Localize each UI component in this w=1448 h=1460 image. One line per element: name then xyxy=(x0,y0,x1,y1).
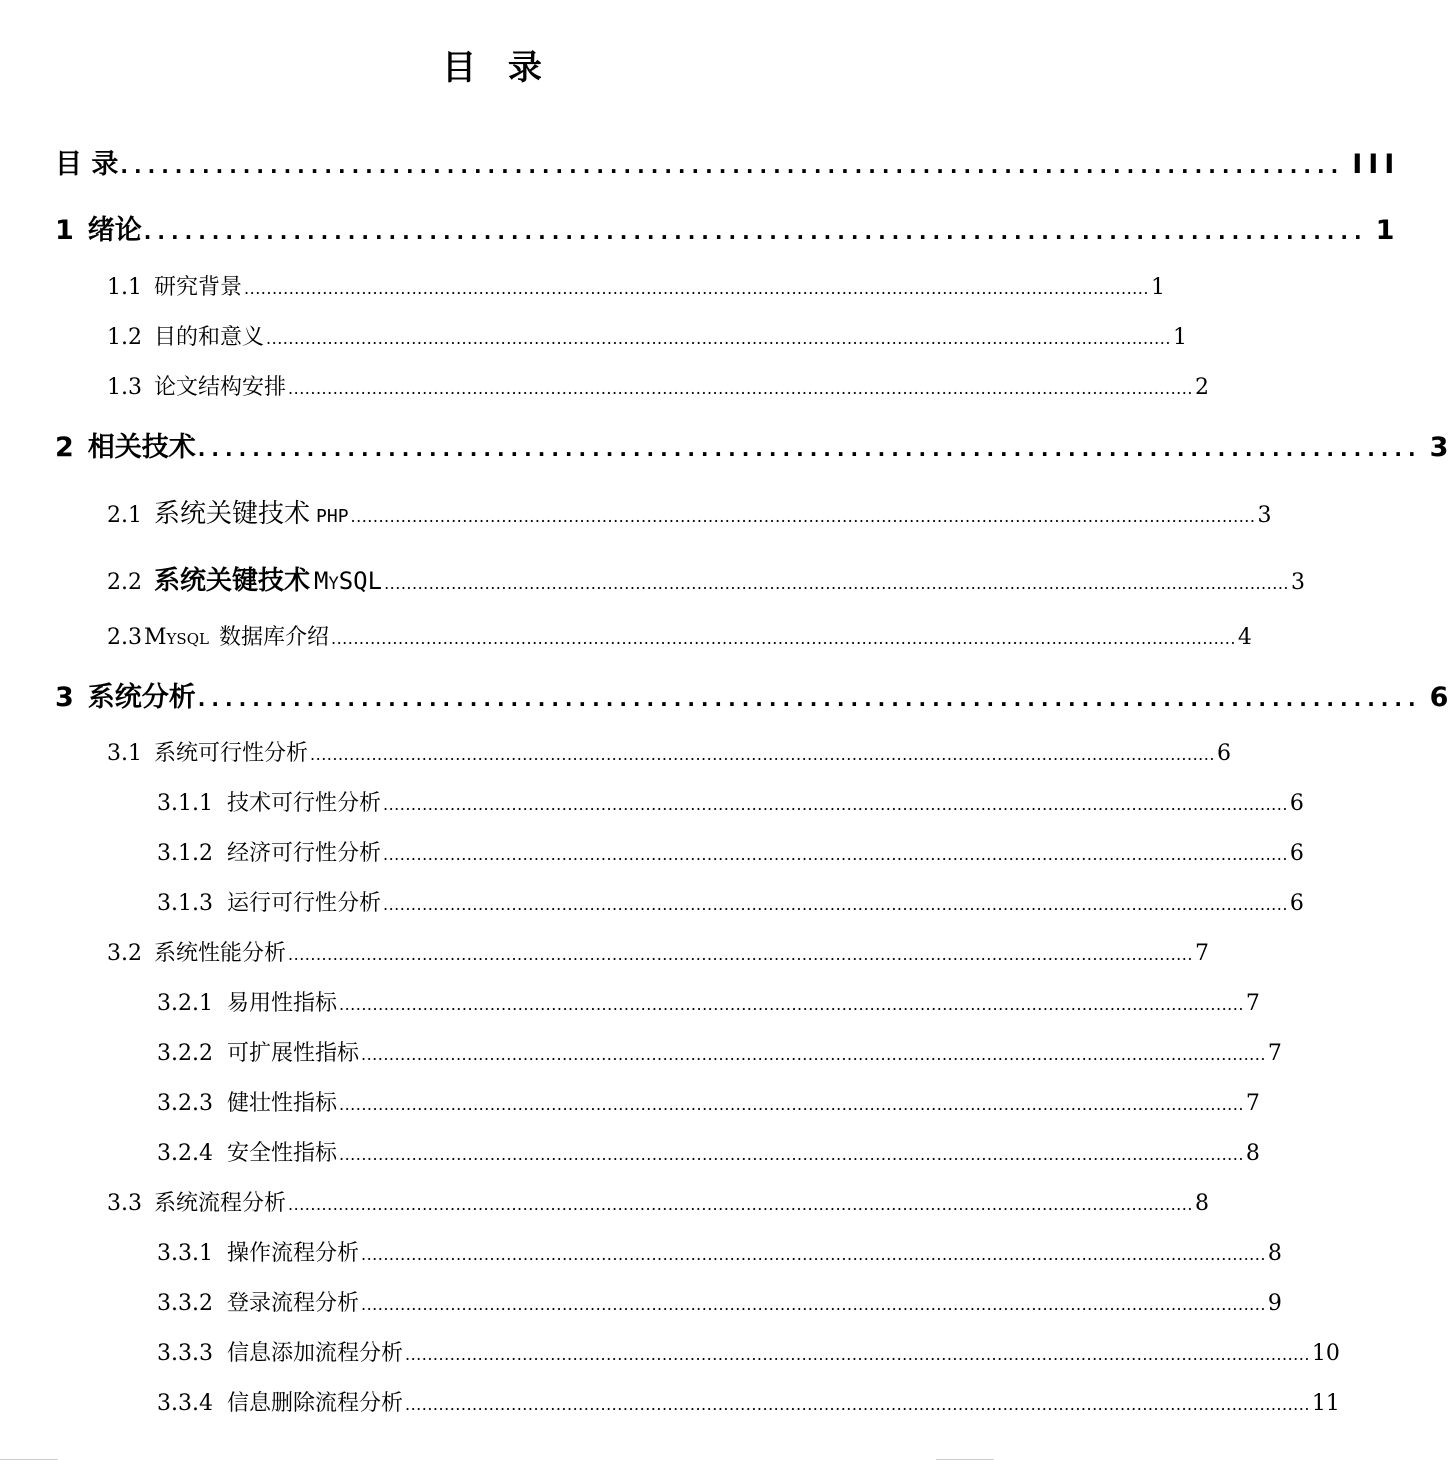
toc-entry-number: 3.3.1 xyxy=(157,1241,213,1266)
dot-leader: .......................................................................................... xyxy=(143,220,1368,244)
toc-entry-title: 系统可行性分析 xyxy=(154,741,309,766)
toc-entry-title: 运行可行性分析 xyxy=(226,891,381,916)
dot-leader: .......................................................................................... xyxy=(197,437,1422,461)
toc-entry-page: 6 xyxy=(1289,891,1304,916)
toc-entry-3-3-1[interactable] xyxy=(157,1236,1282,1267)
toc-entry-title: 研究背景 xyxy=(154,275,243,300)
toc-entry-1-3[interactable] xyxy=(107,370,1209,401)
toc-entry-page: 6 xyxy=(1429,682,1448,713)
toc-entry-number: 3.1.3 xyxy=(157,891,213,916)
toc-entry-title: 系统流程分析 xyxy=(154,1191,287,1216)
toc-entry-page: 10 xyxy=(1311,1341,1340,1366)
toc-entry-title: 经济可行性分析 xyxy=(226,841,381,866)
toc-entry-page: 1 xyxy=(1172,325,1187,350)
toc-entry-number: 1.3 xyxy=(107,375,142,400)
toc-entry-page: 6 xyxy=(1289,791,1304,816)
dot-leader: .................................................................................................................................................................. xyxy=(339,1095,1244,1114)
toc-entry-title: 可扩展性指标 xyxy=(226,1041,359,1066)
toc-entry-number: 3.2.4 xyxy=(157,1141,213,1166)
toc-entry-3-2-4[interactable] xyxy=(157,1136,1260,1167)
toc-entry-title: 信息添加流程分析 xyxy=(226,1341,403,1366)
toc-entry-page: 8 xyxy=(1194,1191,1209,1216)
toc-entry-page: 7 xyxy=(1267,1041,1282,1066)
toc-entry-3-2-2[interactable] xyxy=(157,1036,1282,1067)
dot-leader: .................................................................................................................................................................. xyxy=(361,1045,1266,1064)
toc-entry-page: 11 xyxy=(1311,1391,1340,1416)
toc-entry-title: 系统性能分析 xyxy=(154,941,287,966)
dot-leader: .................................................................................................................................................................. xyxy=(350,507,1256,526)
toc-entry-2-3[interactable] xyxy=(107,620,1252,651)
dot-leader: .................................................................................................................................................................. xyxy=(330,629,1236,648)
toc-entry-title: 系统分析 xyxy=(87,682,196,713)
dot-leader: .................................................................................................................................................................. xyxy=(383,845,1288,864)
page-title: 目 录 xyxy=(442,48,552,88)
toc-entry-chapter-3[interactable] xyxy=(55,675,1448,714)
toc-entry-title: 系统关键技术 xyxy=(154,499,311,529)
toc-entry-page: 1 xyxy=(1150,275,1165,300)
toc-entry-title: 目的和意义 xyxy=(154,325,265,350)
toc-entry-page: 1 xyxy=(1375,215,1395,246)
toc-entry-number: 1.2 xyxy=(107,325,142,350)
toc-entry-title: 登录流程分析 xyxy=(226,1291,359,1316)
toc-entry-3-3-3[interactable] xyxy=(157,1336,1340,1367)
toc-entry-title: 技术可行性分析 xyxy=(226,791,381,816)
toc-entry-chapter-1[interactable] xyxy=(55,208,1395,247)
toc-entry-2-1[interactable] xyxy=(107,493,1272,530)
dot-leader: .................................................................................................................................................................. xyxy=(266,329,1171,348)
toc-entry-title: 目 录 xyxy=(55,149,119,180)
dot-leader: .................................................................................................................................................................. xyxy=(339,995,1244,1014)
toc-entry-title: 信息删除流程分析 xyxy=(226,1391,403,1416)
toc-entry-3-3-2[interactable] xyxy=(157,1286,1282,1317)
toc-entry-number: 3.2.2 xyxy=(157,1041,213,1066)
toc-entry-number: 3.2.1 xyxy=(157,991,213,1016)
toc-entry-page: 3 xyxy=(1257,503,1272,528)
dot-leader: .................................................................................................................................................................. xyxy=(383,795,1288,814)
toc-entry-page: 7 xyxy=(1245,1091,1260,1116)
toc-entry-number: 3 xyxy=(55,682,74,713)
dot-leader: .................................................................................................................................................................. xyxy=(244,279,1149,298)
dot-leader: .......................................................................................... xyxy=(197,687,1422,711)
toc-entry-title: 操作流程分析 xyxy=(226,1241,359,1266)
toc-entry-number: 3.1.1 xyxy=(157,791,213,816)
toc-entry-title-suffix: PHP xyxy=(316,506,349,527)
toc-entry-title: 易用性指标 xyxy=(226,991,337,1016)
toc-entry-title: 数据库介绍 xyxy=(218,625,329,650)
toc-entry-3-1-1[interactable] xyxy=(157,786,1304,817)
toc-entry-title: 绪论 xyxy=(87,215,142,246)
dot-leader: .................................................................................................................................................................. xyxy=(384,574,1289,593)
toc-entry-title-prefix: Mysql xyxy=(144,625,209,650)
dot-leader: .................................................................................................................................................................. xyxy=(405,1345,1310,1364)
toc-entry-title: 相关技术 xyxy=(87,432,196,463)
toc-entry-page: 2 xyxy=(1194,375,1209,400)
toc-entry-page: 7 xyxy=(1245,991,1260,1016)
toc-entry-title: 安全性指标 xyxy=(226,1141,337,1166)
toc-entry-number: 3.3.3 xyxy=(157,1341,213,1366)
toc-entry-3-3[interactable] xyxy=(107,1186,1209,1217)
dot-leader: .......................................................................................... xyxy=(120,154,1345,178)
dot-leader: .................................................................................................................................................................. xyxy=(361,1245,1266,1264)
dot-leader: .................................................................................................................................................................. xyxy=(288,1195,1193,1214)
toc-entry-number: 1 xyxy=(55,215,74,246)
toc-entry-chapter-2[interactable] xyxy=(55,425,1448,464)
toc-entry-1-2[interactable] xyxy=(107,320,1187,351)
dot-leader: .................................................................................................................................................................. xyxy=(361,1295,1266,1314)
toc-entry-number: 3.3.2 xyxy=(157,1291,213,1316)
toc-entry-page: 8 xyxy=(1245,1141,1260,1166)
toc-entry-title: 健壮性指标 xyxy=(226,1091,337,1116)
toc-entry-number: 3.1.2 xyxy=(157,841,213,866)
toc-entry-number: 3.3.4 xyxy=(157,1391,213,1416)
toc-entry-title: 系统关键技术 xyxy=(154,566,311,596)
toc-entry-3-1-2[interactable] xyxy=(157,836,1304,867)
dot-leader: .................................................................................................................................................................. xyxy=(310,745,1215,764)
toc-entry-contents[interactable] xyxy=(55,142,1401,181)
toc-entry-3-1-3[interactable] xyxy=(157,886,1304,917)
dot-leader: .................................................................................................................................................................. xyxy=(383,895,1288,914)
toc-entry-page: 6 xyxy=(1216,741,1231,766)
toc-entry-1-1[interactable] xyxy=(107,270,1165,301)
toc-entry-number: 2.2 xyxy=(107,570,142,595)
toc-entry-number: 3.3 xyxy=(107,1191,142,1216)
toc-entry-number: 2.3 xyxy=(107,625,142,650)
toc-entry-3-1[interactable] xyxy=(107,736,1231,767)
toc-entry-number: 3.1 xyxy=(107,741,142,766)
toc-entry-page: 4 xyxy=(1237,625,1252,650)
toc-entry-number: 2 xyxy=(55,432,74,463)
toc-entry-3-3-4[interactable] xyxy=(157,1386,1340,1417)
dot-leader: .................................................................................................................................................................. xyxy=(288,945,1193,964)
toc-entry-page: III xyxy=(1352,149,1401,180)
dot-leader: .................................................................................................................................................................. xyxy=(339,1145,1244,1164)
dot-leader: .................................................................................................................................................................. xyxy=(405,1395,1310,1414)
toc-entry-page: 8 xyxy=(1267,1241,1282,1266)
toc-entry-3-2[interactable] xyxy=(107,936,1209,967)
toc-entry-3-2-3[interactable] xyxy=(157,1086,1260,1117)
toc-entry-number: 2.1 xyxy=(107,503,142,528)
dot-leader: .................................................................................................................................................................. xyxy=(288,379,1193,398)
toc-entry-2-2[interactable] xyxy=(107,560,1305,597)
toc-entry-number: 1.1 xyxy=(107,275,142,300)
toc-entry-page: 7 xyxy=(1194,941,1209,966)
toc-entry-page: 9 xyxy=(1267,1291,1282,1316)
toc-entry-page: 3 xyxy=(1429,432,1448,463)
toc-entry-title-suffix: MySQL xyxy=(314,567,383,595)
toc-entry-page: 3 xyxy=(1290,570,1305,595)
toc-entry-title: 论文结构安排 xyxy=(154,375,287,400)
toc-entry-page: 6 xyxy=(1289,841,1304,866)
toc-entry-number: 3.2.3 xyxy=(157,1091,213,1116)
toc-entry-number: 3.2 xyxy=(107,941,142,966)
toc-entry-3-2-1[interactable] xyxy=(157,986,1260,1017)
